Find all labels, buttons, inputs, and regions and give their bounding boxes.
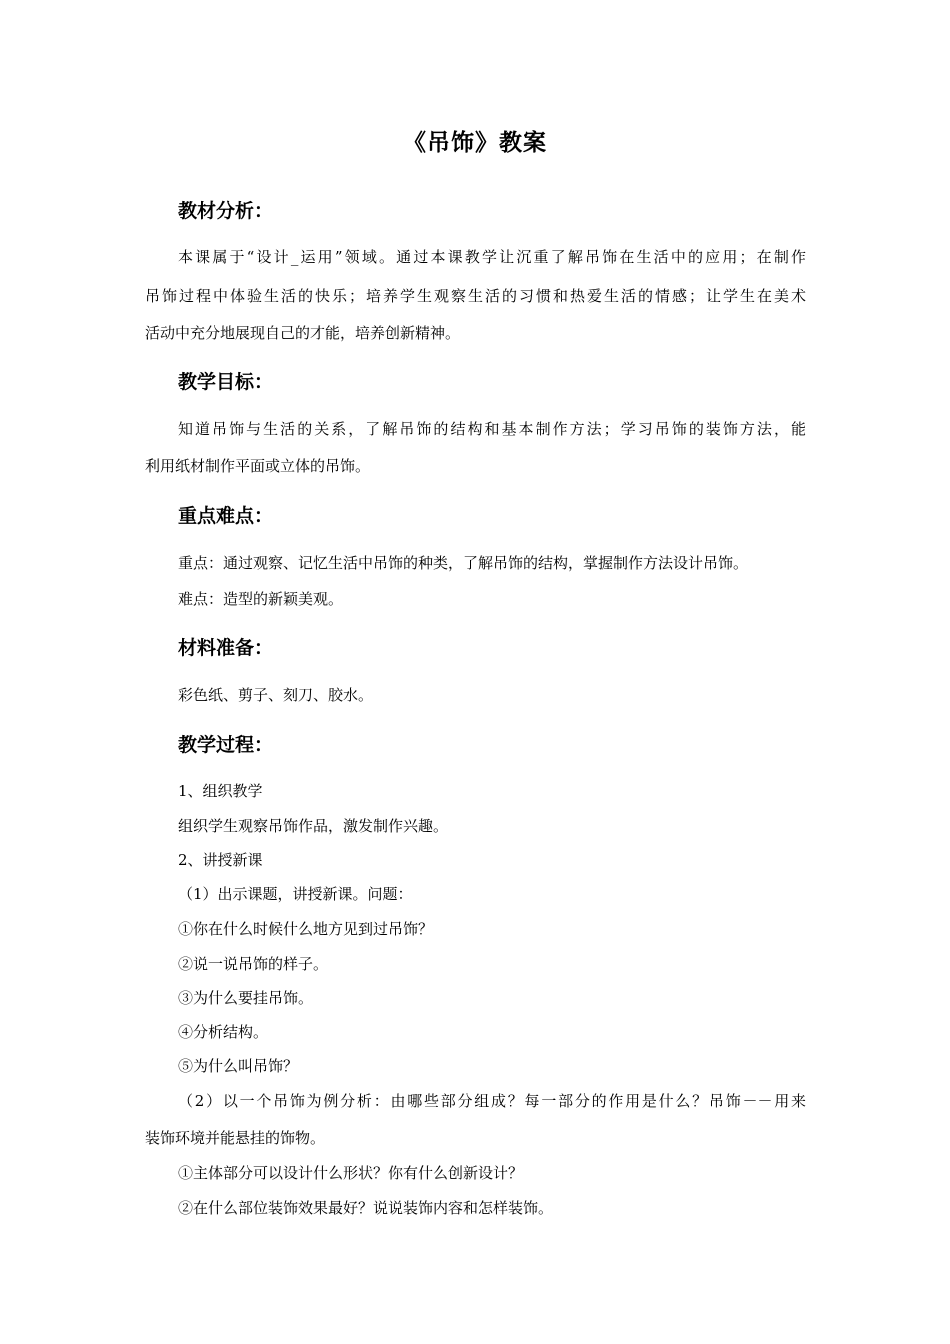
analysis-line-1: 本课属于“设计_运用”领域。通过本课教学让沉重了解吊饰在生活中的应用；在制作	[178, 248, 806, 266]
process-line-12: ①主体部分可以设计什么形状？你有什么创新设计？	[178, 1164, 524, 1182]
process-line-13: ②在什么部位装饰效果最好？说说装饰内容和怎样装饰。	[178, 1199, 554, 1217]
process-line-2: 组织学生观察吊饰作品，激发制作兴趣。	[178, 817, 449, 835]
process-line-1: 1、组织教学	[178, 782, 263, 800]
analysis-line-3: 活动中充分地展现自己的才能，培养创新精神。	[145, 324, 461, 342]
process-line-5: ①你在什么时候什么地方见到过吊饰？	[178, 920, 434, 938]
goals-line-1: 知道吊饰与生活的关系，了解吊饰的结构和基本制作方法；学习吊饰的装饰方法，能	[178, 420, 806, 438]
heading-analysis: 教材分析：	[178, 200, 274, 222]
process-line-8: ④分析结构。	[178, 1023, 269, 1041]
process-line-6: ②说一说吊饰的样子。	[178, 955, 329, 973]
heading-keypoints: 重点难点：	[178, 505, 274, 527]
process-line-10: （2）以一个吊饰为例分析：由哪些部分组成？每一部分的作用是什么？吊饰－－用来	[178, 1092, 806, 1110]
process-line-3: 2、讲授新课	[178, 851, 263, 869]
process-line-11: 装饰环境并能悬挂的饰物。	[145, 1129, 326, 1147]
heading-process: 教学过程：	[178, 734, 274, 756]
heading-goals: 教学目标：	[178, 371, 274, 393]
analysis-line-2: 吊饰过程中体验生活的快乐；培养学生观察生活的习惯和热爱生活的情感；让学生在美术	[145, 287, 806, 305]
heading-materials: 材料准备：	[178, 637, 274, 659]
process-line-4: （1）出示课题，讲授新课。问题：	[178, 885, 413, 903]
process-line-9: ⑤为什么叫吊饰？	[178, 1057, 299, 1075]
document-title: 《吊饰》教案	[403, 130, 547, 156]
process-line-7: ③为什么要挂吊饰。	[178, 989, 314, 1007]
goals-line-2: 利用纸材制作平面或立体的吊饰。	[145, 457, 371, 475]
materials-line: 彩色纸、剪子、刻刀、胶水。	[178, 686, 374, 704]
keypoint-line: 重点：通过观察、记忆生活中吊饰的种类，了解吊饰的结构，掌握制作方法设计吊饰。	[178, 554, 749, 572]
difficulty-line: 难点：造型的新颖美观。	[178, 590, 344, 608]
